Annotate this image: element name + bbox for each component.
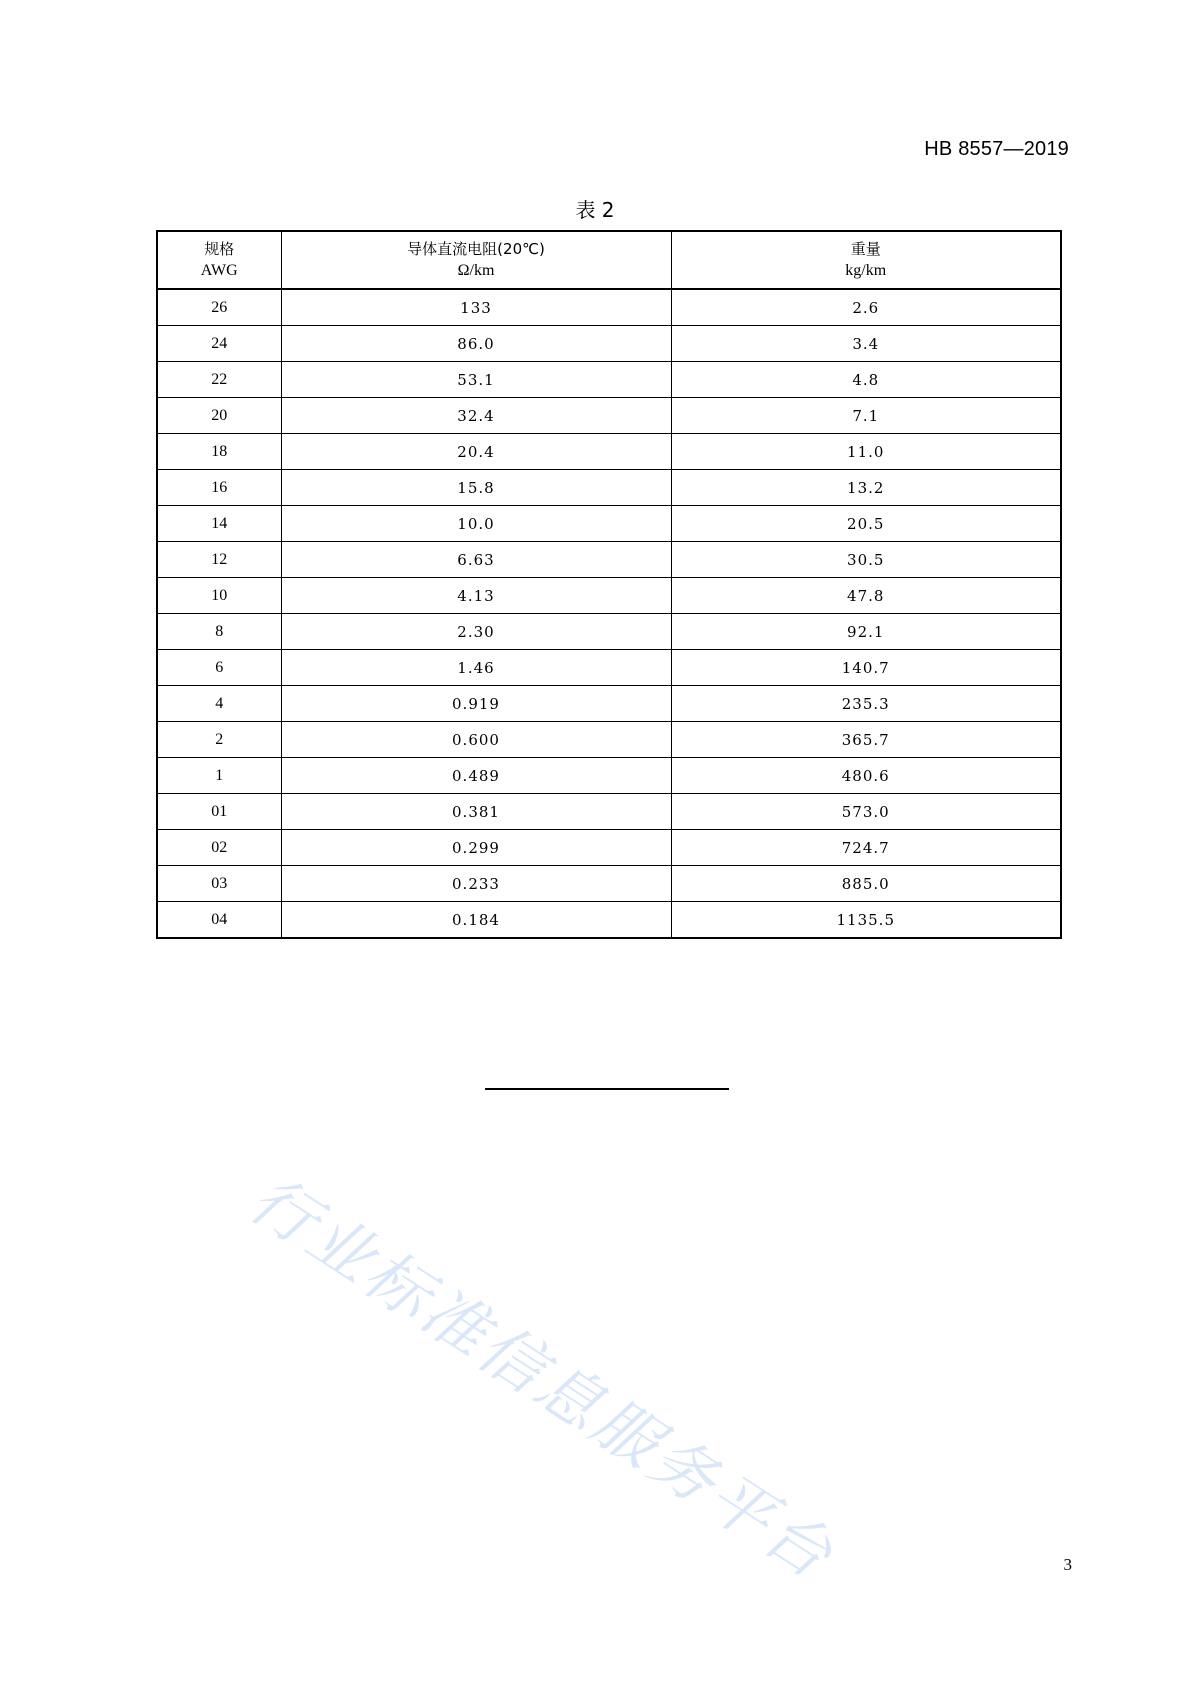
weight-cell: 140.7 bbox=[671, 650, 1061, 686]
weight-cell: 2.6 bbox=[671, 289, 1061, 326]
weight-cell: 30.5 bbox=[671, 542, 1061, 578]
weight-cell: 13.2 bbox=[671, 470, 1061, 506]
table-row bbox=[157, 794, 1061, 830]
awg-cell: 6 bbox=[157, 650, 281, 686]
awg-cell: 4 bbox=[157, 686, 281, 722]
awg-cell: 20 bbox=[157, 398, 281, 434]
table-row bbox=[157, 542, 1061, 578]
header-resistance bbox=[281, 231, 671, 289]
resistance-cell: 0.233 bbox=[281, 866, 671, 902]
document-code: HB 8557—2019 bbox=[924, 138, 1069, 160]
header-awg-unit: AWG bbox=[200, 262, 238, 279]
table-row bbox=[157, 362, 1061, 398]
table-header-row bbox=[157, 231, 1061, 289]
header-resistance-unit: Ω/km bbox=[457, 262, 495, 279]
awg-cell: 02 bbox=[157, 830, 281, 866]
resistance-cell: 4.13 bbox=[281, 578, 671, 614]
page-number: 3 bbox=[1063, 1555, 1072, 1574]
awg-specification-table bbox=[156, 230, 1062, 939]
table-row bbox=[157, 434, 1061, 470]
resistance-cell: 1.46 bbox=[281, 650, 671, 686]
table-row bbox=[157, 578, 1061, 614]
awg-cell: 8 bbox=[157, 614, 281, 650]
awg-cell: 04 bbox=[157, 902, 281, 939]
table-title: 表 2 bbox=[575, 198, 615, 222]
table-row bbox=[157, 722, 1061, 758]
awg-cell: 03 bbox=[157, 866, 281, 902]
table-body bbox=[157, 289, 1061, 938]
resistance-cell: 0.381 bbox=[281, 794, 671, 830]
weight-cell: 235.3 bbox=[671, 686, 1061, 722]
awg-cell: 16 bbox=[157, 470, 281, 506]
weight-cell: 4.8 bbox=[671, 362, 1061, 398]
awg-cell: 26 bbox=[157, 289, 281, 326]
header-weight-unit: kg/km bbox=[845, 262, 887, 279]
header-weight-label: 重量 bbox=[850, 240, 881, 258]
weight-cell: 573.0 bbox=[671, 794, 1061, 830]
resistance-cell: 6.63 bbox=[281, 542, 671, 578]
resistance-cell: 86.0 bbox=[281, 326, 671, 362]
resistance-cell: 32.4 bbox=[281, 398, 671, 434]
weight-cell: 365.7 bbox=[671, 722, 1061, 758]
weight-cell: 11.0 bbox=[671, 434, 1061, 470]
table-row bbox=[157, 470, 1061, 506]
resistance-cell: 0.919 bbox=[281, 686, 671, 722]
table-row bbox=[157, 686, 1061, 722]
weight-cell: 885.0 bbox=[671, 866, 1061, 902]
header-awg-label: 规格 bbox=[204, 240, 235, 258]
resistance-cell: 133 bbox=[281, 289, 671, 326]
awg-cell: 2 bbox=[157, 722, 281, 758]
header-weight bbox=[671, 231, 1061, 289]
awg-cell: 24 bbox=[157, 326, 281, 362]
resistance-cell: 2.30 bbox=[281, 614, 671, 650]
header-resistance-label: 导体直流电阻(20℃) bbox=[407, 240, 545, 258]
resistance-cell: 0.600 bbox=[281, 722, 671, 758]
table-row bbox=[157, 614, 1061, 650]
table-row bbox=[157, 830, 1061, 866]
table-row bbox=[157, 650, 1061, 686]
resistance-cell: 0.184 bbox=[281, 902, 671, 939]
awg-cell: 01 bbox=[157, 794, 281, 830]
weight-cell: 3.4 bbox=[671, 326, 1061, 362]
resistance-cell: 10.0 bbox=[281, 506, 671, 542]
watermark: 行业标准信息服务平台 bbox=[236, 1162, 848, 1595]
header-awg bbox=[157, 231, 281, 289]
awg-cell: 10 bbox=[157, 578, 281, 614]
resistance-cell: 0.489 bbox=[281, 758, 671, 794]
awg-cell: 22 bbox=[157, 362, 281, 398]
resistance-cell: 0.299 bbox=[281, 830, 671, 866]
weight-cell: 47.8 bbox=[671, 578, 1061, 614]
resistance-cell: 15.8 bbox=[281, 470, 671, 506]
table-row bbox=[157, 326, 1061, 362]
table-row bbox=[157, 902, 1061, 939]
weight-cell: 480.6 bbox=[671, 758, 1061, 794]
awg-cell: 14 bbox=[157, 506, 281, 542]
resistance-cell: 20.4 bbox=[281, 434, 671, 470]
weight-cell: 7.1 bbox=[671, 398, 1061, 434]
table-row bbox=[157, 866, 1061, 902]
awg-cell: 18 bbox=[157, 434, 281, 470]
end-of-standard-rule bbox=[485, 1088, 729, 1090]
table-row bbox=[157, 506, 1061, 542]
table-row bbox=[157, 289, 1061, 326]
weight-cell: 724.7 bbox=[671, 830, 1061, 866]
resistance-cell: 53.1 bbox=[281, 362, 671, 398]
table-row bbox=[157, 758, 1061, 794]
weight-cell: 92.1 bbox=[671, 614, 1061, 650]
weight-cell: 20.5 bbox=[671, 506, 1061, 542]
weight-cell: 1135.5 bbox=[671, 902, 1061, 939]
awg-cell: 1 bbox=[157, 758, 281, 794]
awg-cell: 12 bbox=[157, 542, 281, 578]
table-row bbox=[157, 398, 1061, 434]
